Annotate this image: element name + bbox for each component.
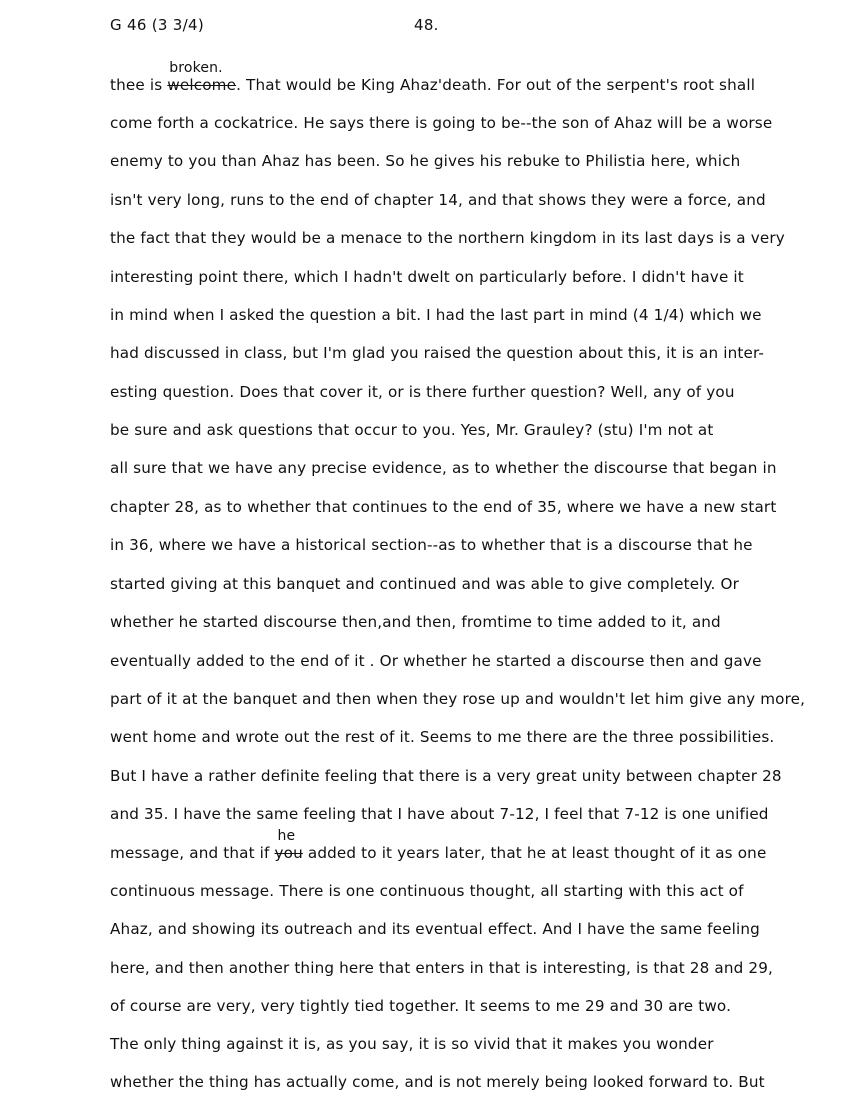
paragraph-line: come forth a cockatrice. He says there is going to be--the son of Ahaz will be a worse: [110, 114, 773, 132]
paragraph-line: here, and then another thing here that enters in that is interesting, is that 28 and 29,: [110, 959, 773, 977]
handwritten-insertion: he: [277, 828, 296, 844]
paragraph-line: in 36, where we have a historical section--as to whether that is a discourse that he: [110, 536, 753, 554]
line-text: added to it years later, that he at least thought of it as one: [302, 844, 767, 862]
line-text: thee is: [110, 76, 168, 94]
paragraph-line: be sure and ask questions that occur to you. Yes, Mr. Grauley? (stu) I'm not at: [110, 421, 714, 439]
paragraph-line: enemy to you than Ahaz has been. So he gives his rebuke to Philistia here, which: [110, 152, 741, 170]
struck-word: you he: [274, 828, 303, 862]
handwritten-insertion: broken.: [169, 60, 223, 76]
paragraph-line: went home and wrote out the rest of it. Seems to me there are the three possibilities.: [110, 728, 775, 746]
paragraph-line: whether the thing has actually come, and is not merely being looked forward to. But: [110, 1073, 765, 1091]
paragraph-line: and 35. I have the same feeling that I have about 7-12, I feel that 7-12 is one unified: [110, 805, 769, 823]
document-code: G 46 (3 3/4): [110, 16, 205, 34]
paragraph-line: chapter 28, as to whether that continues to the end of 35, where we have a new start: [110, 498, 777, 516]
paragraph-line: eventually added to the end of it . Or whether he started a discourse then and gave: [110, 652, 762, 670]
paragraph-line: Ahaz, and showing its outreach and its eventual effect. And I have the same feeling: [110, 920, 760, 938]
paragraph-line: all sure that we have any precise evidence, as to whether the discourse that began in: [110, 459, 777, 477]
paragraph-line: The only thing against it is, as you say, it is so vivid that it makes you wonder: [110, 1035, 714, 1053]
paragraph-line: isn't very long, runs to the end of chapter 14, and that shows they were a force, and: [110, 191, 766, 209]
line-text: message, and that if: [110, 844, 275, 862]
paragraph-line: the fact that they would be a menace to the northern kingdom in its last days is a very: [110, 229, 785, 247]
paragraph-line: whether he started discourse then,and then, fromtime to time added to it, and: [110, 613, 721, 631]
paragraph-line: But I have a rather definite feeling that there is a very great unity between chapter 28: [110, 767, 782, 785]
paragraph-line: part of it at the banquet and then when they rose up and wouldn't let him give any more,: [110, 690, 806, 708]
paragraph-line: of course are very, very tightly tied together. It seems to me 29 and 30 are two.: [110, 997, 732, 1015]
paragraph-line: started giving at this banquet and continued and was able to give completely. Or: [110, 575, 739, 593]
paragraph-line: interesting point there, which I hadn't dwelt on particularly before. I didn't have it: [110, 268, 744, 286]
paragraph-line: had discussed in class, but I'm glad you raised the question about this, it is an inter-: [110, 344, 765, 362]
paragraph-line: in mind when I asked the question a bit. I had the last part in mind (4 1/4) which we: [110, 306, 762, 324]
paragraph-line: continuous message. There is one continuous thought, all starting with this act of: [110, 882, 744, 900]
line-text: . That would be King Ahaz'death. For out of the serpent's root shall: [236, 76, 756, 94]
struck-word: welcome broken.: [167, 60, 237, 94]
paragraph-line: [110, 60, 756, 94]
paragraph-line: [110, 828, 767, 862]
page-number: 48.: [414, 16, 439, 34]
paragraph-line: esting question. Does that cover it, or is there further question? Well, any of you: [110, 383, 735, 401]
